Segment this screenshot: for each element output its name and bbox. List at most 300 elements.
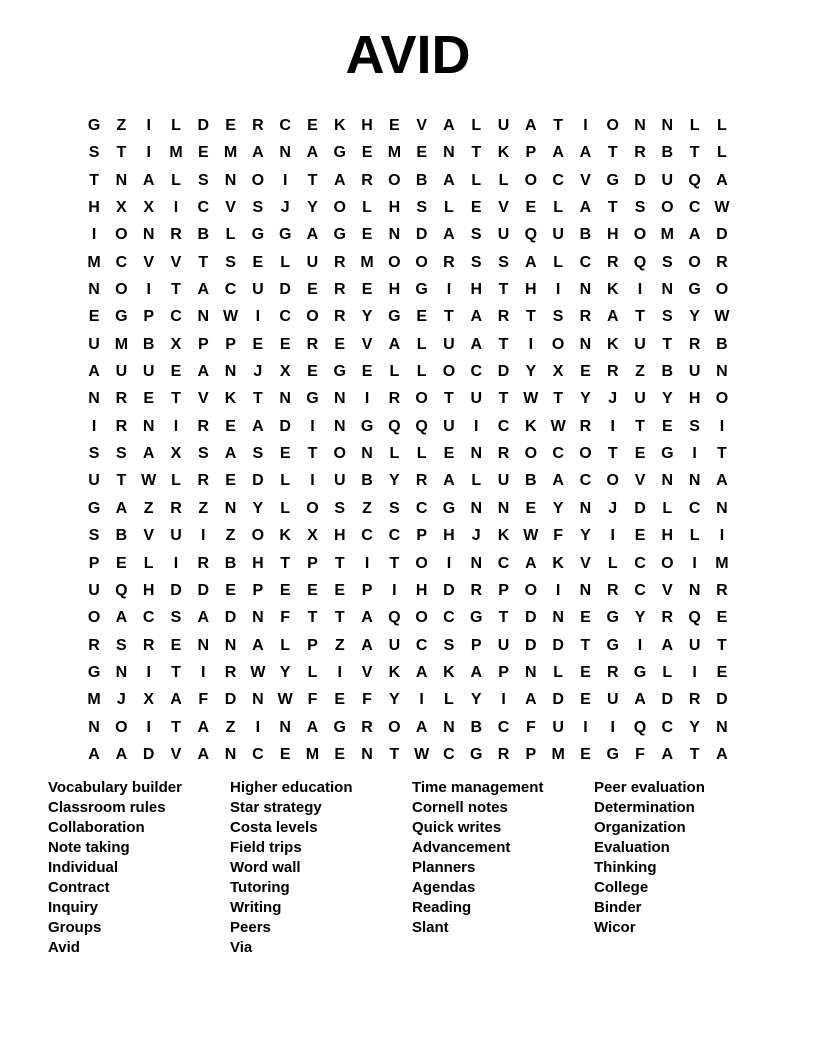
grid-letter: P — [470, 636, 482, 654]
grid-letter: E — [716, 609, 728, 627]
grid-letter: N — [443, 718, 455, 736]
grid-letter: N — [579, 499, 592, 517]
grid-letter: U — [388, 636, 401, 654]
word-list-column — [48, 778, 230, 958]
grid-letter: A — [197, 363, 210, 381]
grid-letter: N — [470, 499, 483, 517]
grid-letter: N — [661, 117, 674, 134]
grid-letter: R — [716, 253, 728, 271]
grid-letter: W — [141, 472, 157, 490]
grid-letter: R — [224, 663, 237, 681]
grid-letter: T — [635, 308, 645, 326]
grid-letter: A — [525, 253, 537, 271]
grid-letter: C — [552, 445, 564, 463]
grid-letter: C — [634, 554, 646, 572]
grid-letter: I — [719, 417, 725, 435]
grid-letter: L — [143, 554, 154, 572]
word-list-column — [230, 778, 412, 958]
grid-letter: T — [553, 390, 564, 408]
grid-letter: J — [471, 527, 481, 545]
grid-letter: E — [361, 144, 373, 162]
grid-letter: H — [388, 281, 401, 299]
grid-letter: N — [579, 581, 592, 599]
grid-letter: T — [471, 144, 482, 162]
grid-letter: I — [583, 117, 588, 134]
grid-letter: U — [470, 390, 483, 408]
grid-letter: D — [197, 581, 210, 599]
grid-letter: A — [388, 335, 401, 353]
grid-letter: H — [333, 527, 346, 545]
grid-letter: Q — [524, 226, 538, 244]
grid-letter: N — [688, 581, 701, 599]
grid-letter: D — [525, 609, 537, 627]
grid-letter: E — [334, 745, 346, 763]
word-list-column — [412, 778, 594, 958]
grid-letter: T — [89, 171, 99, 189]
grid-letter: I — [146, 144, 151, 162]
grid-letter: N — [279, 390, 291, 408]
grid-letter: T — [689, 144, 700, 162]
grid-letter: N — [115, 171, 128, 189]
word-list-item: Avid — [48, 939, 80, 957]
grid-letter: S — [470, 253, 482, 271]
grid-letter: E — [334, 581, 346, 599]
grid-letter: S — [389, 499, 400, 517]
grid-row — [0, 385, 816, 412]
grid-letter: T — [444, 390, 454, 408]
grid-letter: J — [608, 499, 618, 517]
grid-letter: S — [552, 308, 564, 326]
grid-letter: G — [606, 745, 619, 763]
grid-letter: C — [252, 745, 264, 763]
grid-letter: P — [88, 554, 100, 572]
grid-letter: D — [716, 226, 728, 244]
grid-letter: I — [610, 718, 615, 736]
grid-letter: N — [279, 144, 291, 162]
grid-letter: N — [470, 445, 483, 463]
grid-letter: D — [716, 691, 728, 709]
grid-row — [0, 440, 816, 467]
grid-letter: P — [252, 581, 264, 599]
grid-letter: D — [252, 472, 264, 490]
grid-letter: E — [197, 144, 209, 162]
word-list-item: Advancement — [412, 839, 511, 857]
grid-letter: G — [415, 281, 428, 299]
grid-letter: U — [688, 363, 701, 381]
grid-letter: O — [388, 171, 401, 189]
grid-letter: B — [197, 226, 210, 244]
grid-letter: U — [142, 363, 155, 381]
grid-letter: Z — [225, 718, 236, 736]
grid-letter: Q — [688, 609, 701, 627]
grid-letter: L — [171, 171, 181, 189]
grid-letter: W — [523, 390, 539, 408]
grid-letter: L — [307, 663, 318, 681]
grid-letter: E — [143, 390, 155, 408]
grid-letter: R — [579, 308, 592, 326]
grid-letter: N — [197, 308, 210, 326]
grid-letter: S — [88, 527, 100, 545]
grid-letter: B — [470, 718, 483, 736]
grid-letter: Q — [633, 718, 647, 736]
grid-letter: O — [115, 281, 128, 299]
grid-letter: D — [415, 226, 428, 244]
grid-letter: N — [661, 472, 674, 490]
grid-letter: S — [661, 253, 673, 271]
grid-letter: U — [443, 417, 455, 435]
grid-letter: E — [389, 117, 400, 134]
grid-letter: W — [277, 691, 293, 709]
grid-letter: R — [634, 144, 646, 162]
grid-row — [0, 276, 816, 303]
grid-letter: E — [416, 144, 427, 162]
grid-letter: C — [224, 281, 237, 299]
grid-letter: P — [498, 581, 509, 599]
grid-letter: N — [279, 718, 291, 736]
grid-letter: Z — [116, 117, 127, 134]
word-list — [0, 778, 816, 958]
grid-letter: R — [115, 417, 128, 435]
grid-letter: H — [142, 581, 155, 599]
grid-letter: J — [116, 691, 126, 709]
grid-letter: L — [444, 199, 454, 217]
grid-letter: G — [333, 363, 346, 381]
grid-letter: L — [689, 117, 700, 134]
grid-letter: S — [689, 417, 700, 435]
grid-letter: E — [634, 527, 646, 545]
grid-letter: K — [388, 663, 401, 681]
grid-letter: C — [197, 199, 210, 217]
grid-letter: J — [280, 199, 290, 217]
grid-letter: R — [306, 335, 319, 353]
grid-letter: I — [255, 308, 261, 326]
word-list-item: Word wall — [230, 859, 301, 877]
grid-letter: O — [415, 554, 428, 572]
grid-letter: R — [170, 226, 182, 244]
word-list-item: Peers — [230, 919, 271, 937]
grid-letter: G — [115, 308, 128, 326]
grid-letter: L — [171, 472, 181, 490]
grid-letter: N — [716, 363, 728, 381]
grid-letter: F — [280, 609, 291, 627]
grid-letter: L — [717, 144, 727, 162]
grid-letter: V — [225, 199, 236, 217]
grid-letter: G — [606, 636, 619, 654]
grid-letter: I — [528, 335, 534, 353]
word-list-item: Groups — [48, 919, 102, 937]
grid-letter: O — [415, 253, 428, 271]
grid-letter: E — [443, 445, 455, 463]
grid-row — [0, 659, 816, 686]
grid-letter: Y — [470, 691, 482, 709]
word-list-item: Inquiry — [48, 899, 99, 917]
word-list-item: Wicor — [594, 919, 636, 937]
grid-letter: C — [497, 554, 510, 572]
grid-letter: T — [717, 445, 727, 463]
word-list-item: Agendas — [412, 879, 476, 897]
grid-letter: T — [553, 117, 564, 134]
grid-letter: U — [688, 636, 701, 654]
grid-letter: Q — [688, 171, 701, 189]
grid-letter: C — [279, 308, 291, 326]
grid-letter: I — [201, 663, 206, 681]
grid-letter: T — [525, 308, 536, 326]
word-list-item: Tutoring — [230, 879, 290, 897]
grid-letter: U — [443, 335, 455, 353]
grid-letter: D — [279, 281, 291, 299]
grid-letter: C — [142, 609, 155, 627]
grid-letter: D — [525, 636, 537, 654]
grid-letter: I — [692, 554, 697, 572]
grid-letter: A — [197, 745, 210, 763]
grid-letter: N — [661, 281, 674, 299]
grid-letter: T — [662, 335, 673, 353]
grid-letter: A — [661, 745, 674, 763]
grid-row — [0, 686, 816, 713]
grid-letter: A — [415, 663, 428, 681]
grid-letter: Y — [307, 199, 318, 217]
grid-letter: W — [250, 663, 266, 681]
grid-row — [0, 358, 816, 385]
grid-letter: T — [334, 609, 345, 627]
grid-letter: A — [525, 117, 537, 134]
grid-letter: E — [580, 745, 591, 763]
grid-letter: U — [115, 363, 128, 381]
grid-letter: E — [334, 335, 346, 353]
grid-row — [0, 714, 816, 741]
grid-letter: I — [637, 636, 643, 654]
grid-row — [0, 495, 816, 522]
word-list-item: Collaboration — [48, 819, 145, 837]
grid-letter: G — [388, 308, 401, 326]
grid-letter: J — [608, 390, 618, 408]
grid-letter: G — [360, 417, 374, 435]
word-list-item: Cornell notes — [412, 799, 508, 817]
grid-letter: E — [252, 253, 264, 271]
grid-letter: C — [470, 363, 483, 381]
grid-letter: T — [252, 390, 263, 408]
grid-letter: H — [443, 527, 455, 545]
grid-letter: S — [470, 226, 482, 244]
grid-letter: D — [497, 363, 510, 381]
grid-letter: T — [116, 472, 127, 490]
grid-letter: X — [170, 335, 182, 353]
grid-letter: N — [224, 363, 237, 381]
grid-letter: R — [606, 581, 619, 599]
grid-letter: E — [279, 745, 291, 763]
grid-letter: M — [87, 253, 101, 271]
grid-letter: C — [388, 527, 401, 545]
grid-letter: I — [446, 554, 452, 572]
grid-letter: Z — [225, 527, 236, 545]
grid-letter: I — [91, 417, 97, 435]
grid-letter: H — [415, 581, 428, 599]
grid-letter: K — [606, 335, 619, 353]
grid-letter: I — [173, 417, 179, 435]
grid-letter: A — [525, 691, 537, 709]
grid-letter: Y — [634, 609, 646, 627]
grid-letter: N — [115, 663, 128, 681]
grid-letter: G — [661, 445, 674, 463]
grid-letter: C — [579, 472, 592, 490]
grid-letter: D — [224, 609, 237, 627]
grid-letter: R — [197, 417, 210, 435]
grid-letter: P — [416, 527, 427, 545]
grid-letter: R — [333, 253, 346, 271]
grid-letter: O — [333, 199, 346, 217]
grid-letter: T — [116, 144, 127, 162]
grid-letter: N — [252, 691, 264, 709]
grid-letter: N — [525, 663, 537, 681]
grid-letter: N — [333, 417, 346, 435]
grid-letter: N — [388, 226, 401, 244]
grid-letter: T — [171, 390, 181, 408]
grid-letter: O — [688, 253, 701, 271]
grid-letter: C — [552, 171, 564, 189]
grid-letter: H — [688, 390, 701, 408]
grid-letter: P — [525, 745, 537, 763]
grid-letter: O — [715, 281, 729, 299]
word-list-item: Slant — [412, 919, 449, 937]
grid-letter: C — [415, 636, 428, 654]
word-list-item: Star strategy — [230, 799, 322, 817]
grid-letter: A — [197, 281, 210, 299]
puzzle-title: AVID — [345, 25, 471, 85]
grid-letter: X — [143, 199, 155, 217]
grid-row — [0, 604, 816, 631]
grid-letter: E — [88, 308, 100, 326]
grid-letter: E — [307, 117, 318, 134]
grid-letter: T — [607, 144, 618, 162]
grid-letter: F — [198, 691, 209, 709]
grid-letter: S — [252, 199, 264, 217]
grid-letter: X — [552, 363, 564, 381]
grid-letter: U — [170, 527, 182, 545]
grid-row — [0, 112, 816, 139]
grid-letter: N — [142, 226, 155, 244]
grid-letter: I — [337, 663, 342, 681]
grid-letter: H — [606, 226, 619, 244]
grid-letter: O — [251, 171, 265, 189]
grid-letter: R — [443, 253, 455, 271]
grid-letter: U — [88, 335, 100, 353]
grid-letter: C — [170, 308, 182, 326]
grid-letter: C — [688, 499, 701, 517]
grid-letter: I — [146, 281, 151, 299]
grid-letter: C — [497, 417, 510, 435]
grid-letter: C — [579, 253, 592, 271]
grid-letter: A — [170, 691, 182, 709]
grid-letter: A — [142, 171, 155, 189]
grid-letter: R — [252, 117, 264, 134]
grid-letter: L — [280, 499, 291, 517]
grid-letter: T — [635, 417, 645, 435]
grid-letter: X — [116, 199, 127, 217]
word-list-item: Costa levels — [230, 819, 318, 837]
grid-letter: H — [470, 281, 483, 299]
grid-letter: T — [580, 636, 591, 654]
grid-row — [0, 467, 816, 494]
grid-letter: V — [634, 472, 646, 490]
grid-letter: W — [523, 527, 539, 545]
grid-letter: E — [225, 117, 236, 134]
grid-row — [0, 741, 816, 768]
grid-letter: O — [661, 554, 674, 572]
grid-letter: Y — [361, 308, 373, 326]
grid-letter: H — [88, 199, 100, 217]
grid-letter: A — [443, 226, 455, 244]
grid-letter: A — [470, 663, 483, 681]
grid-letter: A — [115, 609, 128, 627]
grid-letter: P — [307, 554, 318, 572]
grid-letter: A — [470, 335, 483, 353]
grid-letter: T — [280, 554, 291, 572]
grid-letter: S — [116, 636, 127, 654]
grid-letter: O — [442, 363, 456, 381]
grid-letter: N — [443, 144, 455, 162]
grid-letter: D — [197, 117, 210, 134]
grid-letter: I — [446, 281, 452, 299]
grid-letter: I — [637, 281, 643, 299]
grid-letter: S — [334, 499, 346, 517]
grid-letter: T — [717, 636, 727, 654]
grid-letter: P — [361, 581, 373, 599]
grid-letter: N — [88, 281, 100, 299]
grid-letter: G — [333, 226, 346, 244]
grid-letter: C — [661, 718, 674, 736]
grid-letter: O — [306, 308, 319, 326]
grid-letter: M — [360, 253, 374, 271]
grid-letter: R — [197, 554, 210, 572]
grid-letter: C — [443, 745, 455, 763]
grid-letter: X — [279, 363, 291, 381]
grid-letter: F — [635, 745, 645, 763]
grid-letter: E — [716, 663, 728, 681]
grid-letter: I — [282, 171, 288, 189]
grid-letter: E — [170, 363, 182, 381]
grid-letter: O — [115, 718, 128, 736]
grid-letter: T — [307, 609, 318, 627]
word-list-item: Binder — [594, 899, 642, 917]
grid-letter: G — [333, 144, 346, 162]
grid-letter: I — [610, 417, 615, 435]
grid-letter: B — [361, 472, 373, 490]
grid-row — [0, 522, 816, 549]
grid-letter: N — [579, 281, 592, 299]
grid-letter: U — [552, 718, 564, 736]
grid-letter: Y — [689, 718, 700, 736]
grid-letter: T — [307, 445, 318, 463]
grid-letter: R — [661, 609, 674, 627]
grid-letter: O — [579, 445, 592, 463]
grid-letter: E — [661, 417, 673, 435]
grid-letter: G — [442, 499, 456, 517]
grid-letter: I — [719, 527, 725, 545]
grid-letter: S — [498, 253, 509, 271]
grid-letter: L — [553, 663, 564, 681]
grid-letter: R — [497, 745, 510, 763]
grid-letter: U — [333, 472, 346, 490]
word-list-item: Note taking — [48, 839, 130, 857]
grid-letter: H — [361, 117, 373, 134]
grid-letter: P — [225, 335, 236, 353]
grid-letter: O — [524, 581, 538, 599]
grid-letter: G — [633, 663, 647, 681]
grid-letter: E — [307, 363, 318, 381]
grid-letter: I — [419, 691, 424, 709]
grid-letter: A — [579, 199, 592, 217]
grid-letter: A — [525, 554, 537, 572]
